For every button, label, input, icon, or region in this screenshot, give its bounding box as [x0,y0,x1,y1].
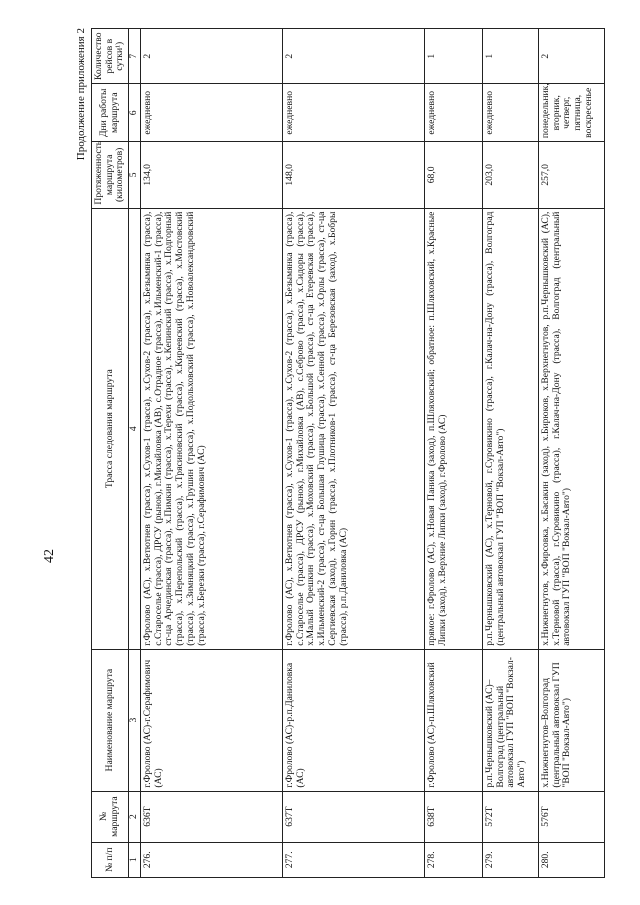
row-route-name: р.п.Чернышковский (АС)–Волгоград (центральный автовокзал ГУП "ВОП "Вокзал-Авто") [482,649,538,791]
routes-table [91,28,605,878]
column-number-row [129,29,141,878]
row-route-number: 638Т [424,791,482,842]
row-trips: 1 [424,29,482,84]
row-days: ежедневно [482,84,538,142]
table-header-row [92,29,129,878]
header-route-number: № маршрута [92,791,129,842]
rotated-page-content [75,28,615,878]
row-days: ежедневно [424,84,482,142]
row-route-name: г.Фролово (АС)-г.Серафимович (АС) [140,649,282,791]
row-trips: 2 [140,29,282,84]
row-days: ежедневно [140,84,282,142]
table-row [140,29,282,878]
table-row [282,29,424,878]
header-index: № п/п [92,842,129,877]
header-route-path: Трасса следования маршрута [92,208,129,649]
row-trips: 1 [482,29,538,84]
row-length: 203,0 [482,142,538,209]
column-number: 1 [129,842,141,877]
row-length: 148,0 [282,142,424,209]
row-route-number: 572Т [482,791,538,842]
table-row [482,29,538,878]
row-route-name: х.Нижнегнутов–Волгоград (центральный автовокзал ГУП "ВОП "Вокзал-Авто") [538,649,604,791]
row-route-path: прямое: г.Фролово (АС), х.Новая Паника (заход), п.Шляховский; обратное: п.Шляховский, х.Красные Липки (заход), х.Верхние Липки (заход), г.Фролово (АС) [424,208,482,649]
row-index: 277. [282,842,424,877]
row-route-path: р.п.Чернышковский (АС), х.Терновой, г.Суровикино (трасса), г.Калач-на-Дону (трасса), Волгоград (центральный автовокзал ГУП "ВОП "Вокзал-Авто") [482,208,538,649]
column-number: 5 [129,142,141,209]
header-trips: Количество рейсов в сутки¹) [92,29,129,84]
row-length: 257,0 [538,142,604,209]
row-index: 276. [140,842,282,877]
row-index: 280. [538,842,604,877]
row-route-path: х.Нижнегнутов, х.Фирсовка, х.Басакин (заход), х.Бирюков, х.Верхнегнутов, р.п.Чернышковский (АС), х.Терновой (трасса), г.Суровикино (трасса), г.Калач-на-Дону (трасса), Волгоград (центральный автовокзал ГУП "ВОП "Вокзал-Авто") [538,208,604,649]
row-index: 279. [482,842,538,877]
row-length: 134,0 [140,142,282,209]
row-days: ежедневно [282,84,424,142]
row-index: 278. [424,842,482,877]
column-number: 2 [129,791,141,842]
row-route-name: г.Фролово (АС)-п.Шляховский [424,649,482,791]
row-route-number: 637Т [282,791,424,842]
column-number: 4 [129,208,141,649]
row-days: понедельник, вторник, четверг, пятница, воскресенье [538,84,604,142]
page-number: 42 [42,549,57,563]
column-number: 6 [129,84,141,142]
column-number: 7 [129,29,141,84]
header-length: Протяженность маршрута (километров) [92,142,129,209]
row-route-number: 576Т [538,791,604,842]
row-route-number: 636Т [140,791,282,842]
row-trips: 2 [538,29,604,84]
row-route-path: г.Фролово (АС), х.Ветютнев (трасса), х.Сухов-1 (трасса), х.Сухов-2 (трасса), х.Безымянка (трасса), с.Староселье (трасса), ДРСУ (рынок), г.Михайловка (АВ), с.Себрово (трасса), х.Сидоры (трасса), х.Малый Орешкин (трасса), х.Моховский (трасса), х.Большой (трасса), ст-ца Етеревская (трасса), х.Ильменский-2 (трасса), ст-ца Большая Глушица (трасса), х.Сенной (трасса), х.Орлы (трасса), ст-ца Сергиевская (заход), х.Горин (трасса), х.Плотников-1 (трасса), ст-ца Березовская (заход), х.Бобры (трасса), р.п.Даниловка (АС) [282,208,424,649]
table-row [538,29,604,878]
table-row [424,29,482,878]
row-route-name: г.Фролово (АС)-р.п.Даниловка (АС) [282,649,424,791]
continuation-label: Продолжение приложения 2 [75,28,87,161]
header-route-name: Наименование маршрута [92,649,129,791]
row-trips: 2 [282,29,424,84]
row-route-path: г.Фролово (АС), х.Ветютнев (трасса), х.Сухов-1 (трасса), х.Сухов-2 (трасса), х.Безымянка (трасса), с.Староселье (трасса), ДРСУ (рынок), г.Михайловка (АВ), с.Отрадное (трасса), х.Ильменский-1 (трасса), ст-ца Арчединская (трасса), х.Пимкин (трасса), х.Терехи (трасса), х.Кепинский (трасса), х.Подгорный (трасса), х.Перепольский (трасса), х.Трясиновский (трасса), х.Киреевский (трасса), х.Мостовский (трасса), х.Зимняцкий (трасса), х.Грушин (трасса), х.Подольховский (трасса), х.Новоалександровский (трасса), х.Березки (трасса), г.Серафимович (АС) [140,208,282,649]
column-number: 3 [129,649,141,791]
row-length: 68,0 [424,142,482,209]
header-days: Дни работы маршрута [92,84,129,142]
